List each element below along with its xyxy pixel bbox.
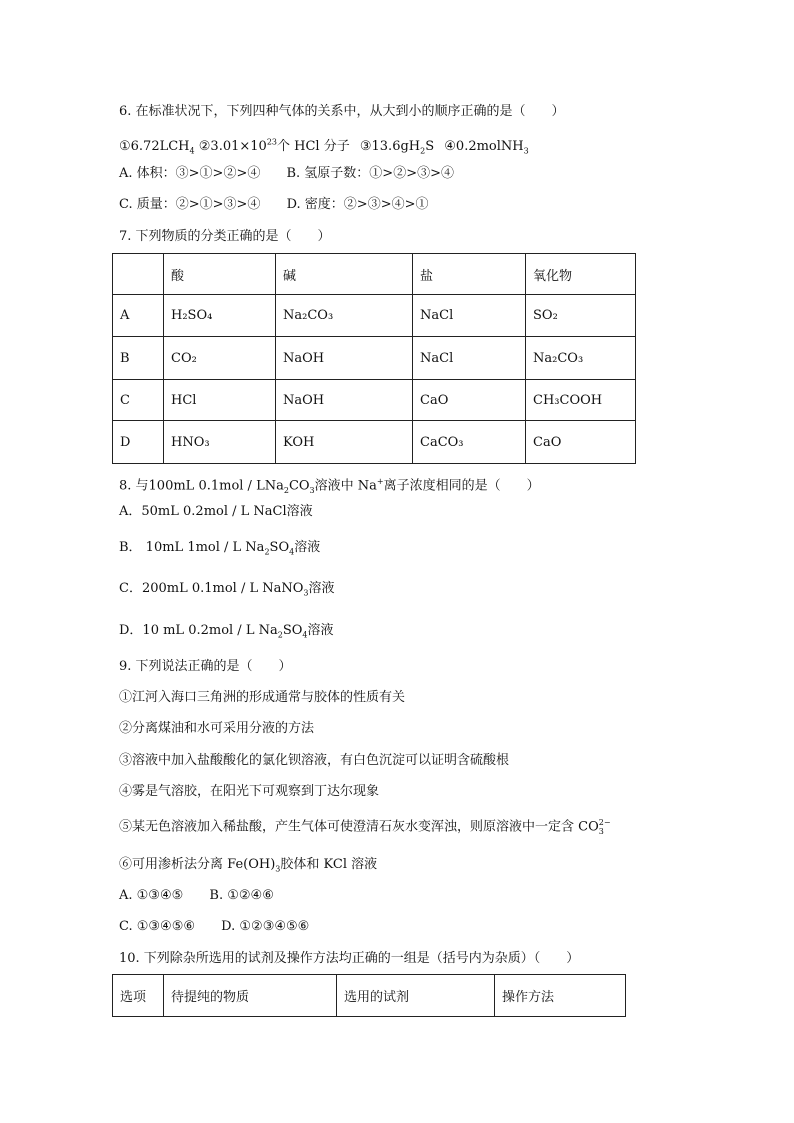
q6-item-2: $②3.01\times 10^{23}$个 HCl 分子 [198,138,350,155]
q6-options-cd [119,196,428,214]
q7-base-cell: KOH [276,421,413,464]
q8-stem: 8. 与100mL $0.1mol / LNa_2CO_3$溶液中 Na+离子浓度相同的是（ ） [119,477,540,495]
q7-acid-cell: HCl [164,380,276,421]
q9-options-cd [119,918,309,936]
q7-option-label: B [113,337,164,380]
table-row [113,337,636,380]
q7-base-cell: NaOH [276,337,413,380]
q7-salt-cell: CaCO₃ [413,421,526,464]
q9-statement-5: ⑤某无色溶液加入稀盐酸，产生气体可使澄清石灰水变浑浊，则原溶液中一定含 CO 2− 3 [119,818,611,836]
q10-header-cell: 选用的试剂 [337,975,495,1017]
q7-salt-cell: CaO [413,380,526,421]
q9-option-c[interactable]: C. ①③④⑤⑥ [119,919,196,934]
q9-statement-6: ⑥可用渗析法分离 $Fe(OH)_3$胶体和 KCl 溶液 [119,857,378,874]
q6-options-ab [119,165,454,183]
q7-base-cell: Na₂CO₃ [276,295,413,337]
q6-item-3: $③13.6gH_2S$ [359,139,435,156]
q7-salt-cell: NaCl [413,337,526,380]
q6-option-d[interactable]: D. 密度：②>③>④>① [286,197,429,212]
q7-option-label: C [113,380,164,421]
q6-stem: 6. 在标准状况下，下列四种气体的关系中，从大到小的顺序正确的是（ ） [119,104,565,119]
q7-acid-cell: CO₂ [164,337,276,380]
q7-header-cell: 碱 [276,254,413,295]
q8-option-a[interactable]: A．50mL 0.2mol / L NaCl溶液 [119,504,313,519]
q7-option-label: A [113,295,164,337]
q9-option-d[interactable]: D. ①②③④⑤⑥ [221,919,310,934]
table-row [113,380,636,421]
q7-stem: 7. 下列物质的分类正确的是（ ） [119,229,331,244]
q9-options-ab [119,887,274,905]
q6-items [119,134,529,161]
q7-header-cell: 盐 [413,254,526,295]
q10-header-cell: 操作方法 [495,975,626,1017]
q7-table [112,253,636,464]
q8-option-d[interactable]: D．10 mL 0.2mol / L $Na_2SO_4$溶液 [119,623,334,640]
q7-header-row [113,254,636,295]
q9-option-b[interactable]: B. ①②④⑥ [209,888,274,903]
q7-oxide-cell: CH₃COOH [526,380,636,421]
q7-header-cell: 酸 [164,254,276,295]
q10-header-cell: 选项 [113,975,164,1017]
q7-header-cell [113,254,164,295]
q7-acid-cell: HNO₃ [164,421,276,464]
q7-oxide-cell: CaO [526,421,636,464]
q6-option-c[interactable]: C. 质量：②>①>③>④ [119,197,261,212]
q9-statement-3: ③溶液中加入盐酸酸化的氯化钡溶液，有白色沉淀可以证明含硫酸根 [119,753,510,768]
q7-base-cell: NaOH [276,380,413,421]
q7-oxide-cell: Na₂CO₃ [526,337,636,380]
q7-acid-cell: H₂SO₄ [164,295,276,337]
q6-option-a[interactable]: A. 体积：③>①>②>④ [119,166,261,181]
q10-header-row [113,975,626,1017]
q8-option-c[interactable]: C．200mL 0.1mol / L NaNO$_3$溶液 [119,581,335,598]
q9-statement-4: ④雾是气溶胶，在阳光下可观察到丁达尔现象 [119,784,380,799]
q7-oxide-cell: SO₂ [526,295,636,337]
q9-option-a[interactable]: A. ①③④⑤ [119,888,184,903]
table-row [113,295,636,337]
q9-stem: 9. 下列说法正确的是（ ） [119,659,292,674]
q9-statement-2: ②分离煤油和水可采用分液的方法 [119,721,315,736]
q9-statement-1: ①江河入海口三角洲的形成通常与胶体的性质有关 [119,690,406,705]
q6-option-b[interactable]: B. 氢原子数：①>②>③>④ [286,166,454,181]
table-row [113,421,636,464]
q10-stem: 10. 下列除杂所选用的试剂及操作方法均正确的一组是（括号内为杂质）（ ） [119,951,580,966]
q10-header-cell: 待提纯的物质 [164,975,337,1017]
q8-option-b[interactable]: B． 10mL 1mol / L $Na_2SO_4$溶液 [119,540,321,557]
q6-item-4: ④0.2molNH$_3$ [444,139,529,156]
q7-salt-cell: NaCl [413,295,526,337]
q7-header-cell: 氧化物 [526,254,636,295]
q6-item-1: $①6.72LCH_4$ [119,139,195,156]
q10-table [112,974,626,1017]
q7-option-label: D [113,421,164,464]
